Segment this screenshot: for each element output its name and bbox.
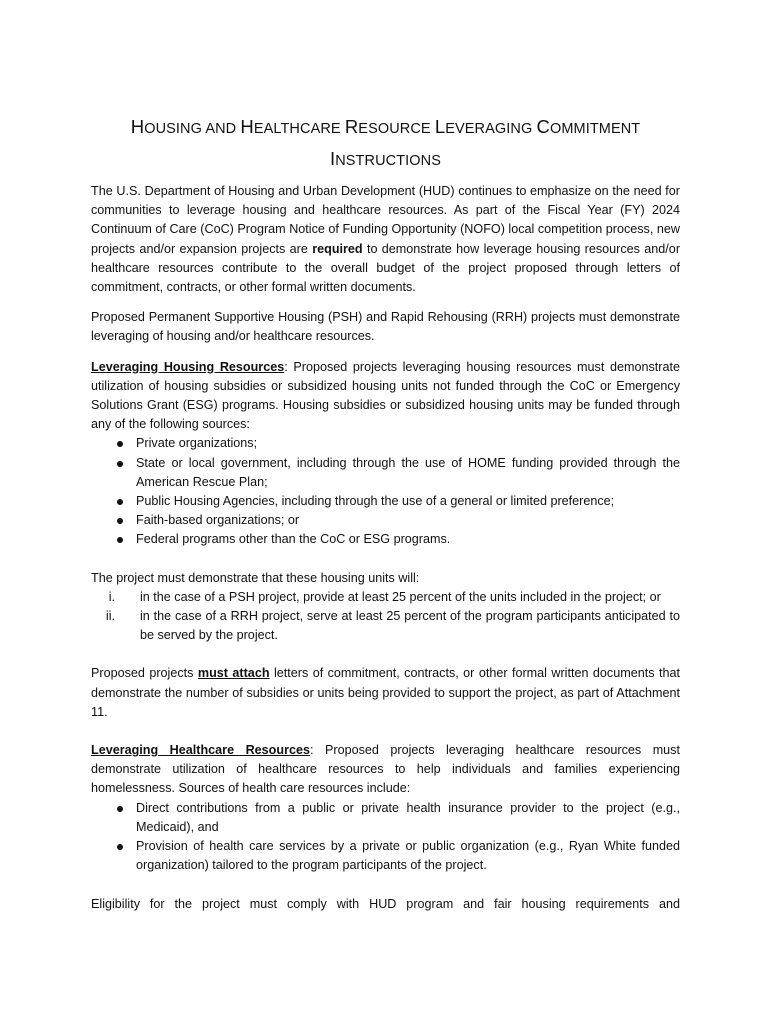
- list-item: State or local government, including through the use of HOME funding provided through the American Rescue Plan;: [91, 454, 680, 492]
- list-item: i. in the case of a PSH project, provide at least 25 percent of the units included in the project; or: [108, 589, 661, 604]
- list-item: ii. in the case of a RRH project, serve at least 25 percent of the program participants anticipated to be served by the project.: [105, 609, 680, 643]
- document-body: [91, 112, 680, 914]
- list-item: Public Housing Agencies, including through the use of a general or limited preference;: [91, 492, 680, 511]
- psh-rrh-paragraph: Proposed Permanent Supportive Housing (PSH) and Rapid Rehousing (RRH) projects must demonstrate leveraging of housing and/or healthcare resources.: [91, 310, 680, 344]
- bullet-icon: [117, 461, 123, 467]
- eligibility-paragraph: Eligibility for the project must comply with HUD program and fair housing requirements and: [91, 896, 680, 911]
- list-item: Direct contributions from a public or private health insurance provider to the project (e.g., Medicaid), and: [91, 799, 680, 837]
- healthcare-resources-paragraph: Leveraging Healthcare Resources: Proposed projects leveraging healthcare resources must demonstrate utilization of healthcare resources to help individuals and families experiencing homelessness. Sources of health care resources include:: [91, 743, 680, 796]
- intro-paragraph: The U.S. Department of Housing and Urban Development (HUD) continues to emphasize on the need for communities to leverage housing and healthcare resources. As part of the Fiscal Year (FY) 2024 Continuum of Care (CoC) Program Notice of Funding Opportunity (NOFO) local competition process, new projects and/or expansion projects are required to demonstrate how leverage housing resources and/or healthcare resources contribute to the overall budget of the project proposed through letters of commitment, contracts, or other formal written documents.: [91, 184, 681, 295]
- housing-sources-list: [91, 434, 680, 549]
- list-item: Federal programs other than the CoC or ESG programs.: [91, 530, 680, 549]
- attachment-paragraph: Proposed projects must attach letters of commitment, contracts, or other formal written documents that demonstrate the number of subsidies or units being provided to support the project, as part of Attachment 11.: [91, 666, 680, 719]
- title-line-1: HOUSING AND HEALTHCARE RESOURCE LEVERAGING COMMITMENT: [130, 116, 641, 137]
- page-title: [91, 112, 680, 176]
- list-item: Faith-based organizations; or: [91, 511, 680, 530]
- bullet-icon: [117, 499, 123, 505]
- housing-resources-heading: Leveraging Housing Resources: [91, 359, 285, 374]
- healthcare-resources-heading: Leveraging Healthcare Resources: [91, 743, 310, 758]
- units-intro: The project must demonstrate that these housing units will:: [91, 570, 420, 585]
- title-line-2: INSTRUCTIONS: [329, 148, 442, 169]
- bullet-icon: [117, 441, 123, 447]
- bullet-icon: [117, 844, 123, 850]
- bullet-icon: [117, 806, 123, 812]
- required-emphasis: required: [312, 241, 363, 256]
- list-item: Private organizations;: [91, 434, 680, 453]
- bullet-icon: [117, 537, 123, 543]
- must-attach-emphasis: must attach: [197, 666, 270, 681]
- units-requirements-list: [91, 588, 680, 646]
- list-item: Provision of health care services by a private or public organization (e.g., Ryan White funded organization) tailored to the program participants of the project.: [91, 837, 680, 875]
- healthcare-sources-list: [91, 799, 680, 876]
- bullet-icon: [117, 518, 123, 524]
- housing-resources-paragraph: Leveraging Housing Resources: Proposed projects leveraging housing resources must demonstrate utilization of housing subsidies or subsidized housing units not funded through the CoC or Emergency Solutions Grant (ESG) programs. Housing subsidies or subsidized housing units may be funded through any of the following sources:: [91, 359, 680, 432]
